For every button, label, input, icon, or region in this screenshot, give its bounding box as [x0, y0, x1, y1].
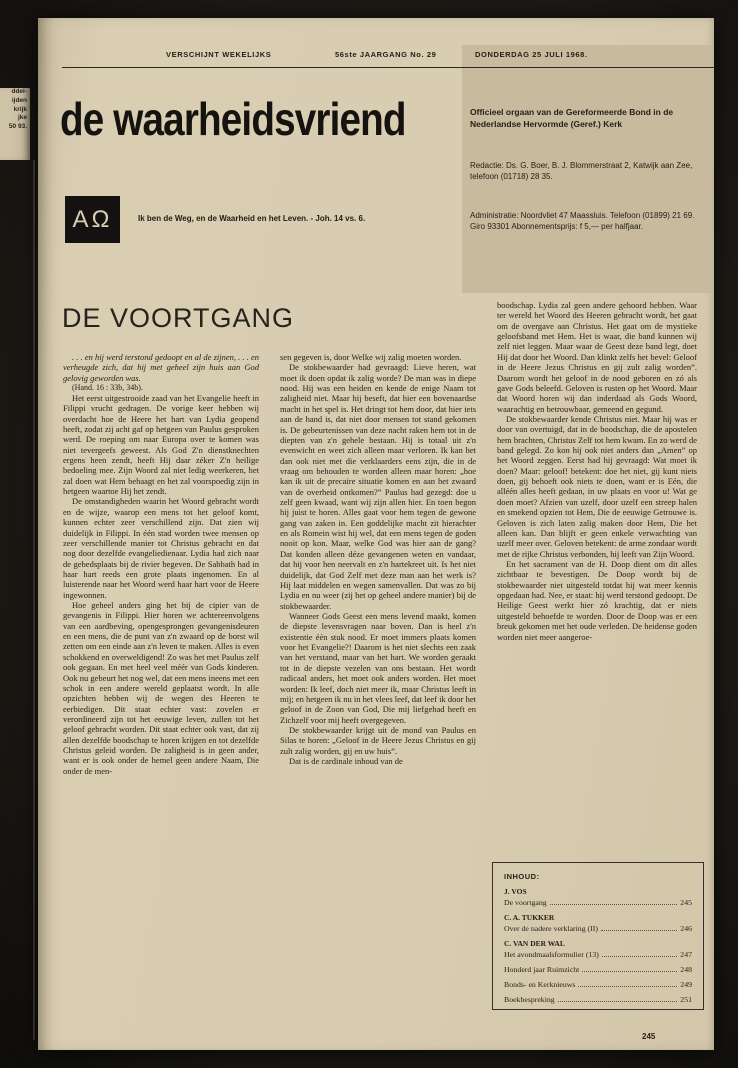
dotted-leader [558, 1001, 678, 1002]
toc-entry-title: Bonds- en Kerknieuws [504, 980, 576, 989]
paragraph: Dat is de cardinale inhoud van de [289, 756, 403, 767]
adjacent-page-sliver [0, 88, 30, 160]
dotted-leader [550, 904, 678, 905]
toc-author: C. A. TUKKER [504, 913, 555, 922]
toc-title: INHOUD: [504, 872, 540, 881]
dotted-leader [601, 930, 677, 931]
toc-author: C. VAN DER WAL [504, 939, 565, 948]
paragraph: 50 93. [8, 123, 27, 131]
paragraph: jke [17, 114, 27, 122]
paragraph: ijden [11, 96, 27, 104]
publication-frequency: VERSCHIJNT WEKELIJKS [166, 50, 272, 59]
official-organ-text: Officieel orgaan van de Gereformeerde Bond in de Nederlandse Hervormde (Geref.) Kerk [470, 107, 674, 130]
dotted-leader [578, 986, 677, 987]
toc-entry [504, 965, 692, 974]
administratie-info: Administratie: Noordvliet 47 Maassluis. Telefoon (01899) 21 69. Giro 93301 Abonnementsprijs: f 5,— per halfjaar. [470, 211, 695, 232]
toc-entry [504, 995, 692, 1004]
article-column-3 [497, 300, 697, 866]
toc-entry-title: Over de nadere verklaring (II) [504, 924, 598, 933]
article-column-2 [280, 352, 476, 1042]
paragraph: Het eerst uitgestrooide zaad van het Evangelie heeft in Filippi vrucht gedragen. De vorige keer hebben wij overdacht hoe de Heere het hart van Lydia geopend heeft, zodat zij acht gaf op hetgeen van Paulus gesproken werd. De roeping om naar Europa over te komen was niet tevergeefs geweest. Als God Z'n dienstknechten ergens heen zendt, heeft Hij daar zéker Z'n heilige bedoeling mee. Zijn Woord zal niet ledig weerkeren, het zal doen wat Hem behaagt en het zal voorspoedig zijn in hetgeen waartoe Hij het zendt. [63, 392, 259, 497]
toc-entry-page: 248 [680, 965, 692, 974]
toc-entry-title: Het avondmaalsformulier (13) [504, 950, 599, 959]
toc-entry-page: 247 [680, 950, 692, 959]
table-of-contents [492, 862, 704, 1010]
toc-entry-page: 245 [680, 898, 692, 907]
article-intro-reference: (Hand. 16 : 33b, 34b). [72, 383, 143, 393]
toc-entry-page: 246 [680, 924, 692, 933]
toc-entry [504, 898, 692, 907]
paragraph: sen gegeven is, door Welke wij zalig moeten worden. [280, 352, 462, 362]
toc-entry [504, 980, 692, 989]
alpha-omega-icon: ΑΩ [72, 205, 113, 233]
newspaper-page [38, 18, 714, 1050]
paragraph: Hoe geheel anders ging het bij de cipier van de gevangenis in Filippi. Hier horen we achtereenvolgens van een aardbeving, opengesprongen gevangenisdeuren en een mens, die de punt van z'n zwaard op de borst wil zetten om een einde aan z'n leven te maken. Alles is even schokkend en overweldigend! Zo was het met Paulus zelf ook gegaan. En met heel veel méér van Gods kinderen. Ook nu gebeurt het nog wel, dat een mens ineens met een schok in een andere wereld geplaatst wordt. In alle opzichten hebben wij de wegen des Heeren te eerbiedigen. Dit staat echter vast: zovelen er verordineerd zijn tot het eeuwige leven, zullen tot het geloof gebracht worden. Dit staat echter ook vast, dat zij allen dezelfde boodschap te horen krijgen en tot dezelfde Christus geleid worden. De zaligheid is in geen ander, want er is ook onder de hemel geen andere Naam, Die onder de men- [63, 600, 259, 776]
paragraph: ddel- [11, 88, 27, 95]
volume-issue: 56ste JAARGANG No. 29 [335, 50, 437, 59]
paragraph: Wanneer Gods Geest een mens levend maakt, komen de diepste levensvragen naar boven. Dan is heel z'n existentie één stuk nood. Er moet immers plaats komen voor het Evangelie?! Daarom is het niet slechts een zaak van het verstand, maar van het hart. We worden geraakt tot in de diepste vezelen van ons bestaan. Het wordt radicaal anders, het moet ook anders worden. Het moet worden: Ik leef, doch niet meer ik, maar Christus leeft in mij; en hetgeen ik nu in het vlees leef, dat leef ik door het geloof in de Zoon van God, Die mij liefgehad heeft en Zichzelf voor mij heeft overgegeven. [280, 610, 476, 725]
article-title: DE VOORTGANG [62, 303, 295, 333]
toc-entry-title: Honderd jaar Ruimzicht [504, 965, 580, 974]
paragraph: De stokbewaarder kende Christus niet. Maar hij was er door van overtuigd, dat in de boodschap, die de apostelen hem brachten, Christus Zelf tot hem kwam. En zo werd de band gelegd. Zo kon hij ook niet anders dan „Amen” op het Woord zeggen. Eerst had hij gevraagd: Wat moet ik doen? Maar: geloof! betekent: doe het niet, gij kunt niets doen, gij behoeft ook niets te doen, want er is Eén, die alléén alles heeft gedaan, in uw plaats en voor u! Wat ge doen moet? Afzien van uzelf, door uzelf een streep halen en smekend opzien tot Hem, Die de eeuwige Getrouwe is. Geloven is zich laten zalig maken door Hem, Die het alleen kan. Dan blijft er geen enkele verwachting van uzelf meer over. Geloven betekent: de arme zondaar wordt met de rijke Christus verbonden, hij leeft van Zijn Woord. [497, 413, 697, 559]
toc-entry-title: De voortgang [504, 898, 547, 907]
paragraph: De omstandigheden waarin het Woord gebracht wordt en de wijze, waarop een mens tot het geloof komt, kunnen echter zeer verschillend zijn. Dat zien wij duidelijk in Filippi. In één stad worden twee mensen op zeer verschillende manier tot Christus gebracht en dat nog door dezelfde evangeliedienaar. Lydia had zich naar de gebedsplaats bij de rivier begeven. De Sabbath had in haar hart reeds een grote plaats ingenomen. En al luisterende naar het Woord werd haar hart voor de Heere ingewonnen. [63, 496, 259, 600]
masthead-title: de waarheidsvriend [60, 93, 406, 145]
scripture-tagline: Ik ben de Weg, en de Waarheid en het Leven. - Joh. 14 vs. 6. [138, 214, 366, 223]
page-number: 245 [642, 1032, 656, 1041]
article-intro-quote: . . . en hij werd terstond gedoopt en al de zijnen, . . . en verheugde zich, dat hij met geheel zijn huis aan God gelovig geworden was. [63, 352, 259, 383]
page-edge-highlight [33, 160, 35, 1040]
toc-entry-page: 251 [680, 995, 692, 1004]
toc-entry-title: Boekbespreking [504, 995, 555, 1004]
paragraph: En het sacrament van de H. Doop dient om dit alles zichtbaar te bevestigen. De Doop wordt bij de stokbewaarder niet uitgesteld totdat hij wat meer kennis opgedaan had. Nee, er staat: hij werd terstond gedoopt. De Heilige Geest werkt hier zó krachtig, dat er niets uitgesteld behoefde te worden. Door de Doop was er een breuk gekomen met het oude verleden. De heidense goden worden niet meer aangeroe- [497, 558, 697, 642]
paragraph: boodschap. Lydia zal geen andere gehoord hebben. Waar ter wereld het Woord des Heeren gebracht wordt, het gaat om de overgave aan Christus. Het gaat om de mystieke geloofsband met Hem. Het is waar, die band kunnen wij zelf niet leggen. Maar waar de Geest deze band legt, doet Hij dat door het Woord. Dan klinkt zelfs het bevel: Geloof in de Heere Jezus Christus en gij zult zalig worden”. Daarom wordt het geloof in de nood geboren en zó als gave Gods beleefd. Geloven is rusten op het Woord. Maar dat Woord horen wij dan inderdaad als Gods Woord, waarachtig en betrouwbaar, gemeend en gegund. [497, 300, 697, 414]
redactie-info: Redactie: Ds. G. Boer, B. J. Blommerstraat 2, Katwijk aan Zee, telefoon (01718) 28 35. [470, 161, 693, 182]
paragraph: krijk [13, 105, 27, 113]
issue-date: DONDERDAG 25 JULI 1968. [475, 50, 588, 59]
toc-entry [504, 924, 692, 933]
article-column-1 [63, 352, 259, 1042]
toc-author: J. VOS [504, 887, 527, 896]
dotted-leader [602, 956, 677, 957]
paragraph: De stokbewaarder krijgt uit de mond van Paulus en Silas te horen: „Geloof in de Heere Jezus Christus en gij zult zalig worden, gij en uw huis”. [280, 724, 476, 756]
alpha-omega-logo [65, 196, 120, 243]
dotted-leader [582, 971, 677, 972]
toc-entry [504, 950, 692, 959]
header-rule [62, 67, 714, 68]
toc-entry-page: 249 [680, 980, 692, 989]
paragraph: De stokbewaarder had gevraagd: Lieve heren, wat moet ik doen opdat ik zalig worde? De man was in diepe nood. Hij was een heiden en kende de enige Naam tot zaligheid niet. Maar hij beseft, dat hier een bovenaardse macht in het spel is. Het dringt tot hem door, dat hier iets aan de hand is, dat niet door mensen tot stand gekomen is. De gebeurtenissen van deze nacht raken hem tot in de diepten van z'n gehele bestaan. Hij is totaal uit z'n evenwicht en weet zich alleen maar verloren. Ik kan het dan ook niet met die verklaarders eens zijn, die in de vraag om behouden te worden alleen maar horen: „hoe kan ik uit de precaire situatie komen en aan het zwaard van de overheid ontkomen?” Paulus had gezegd: doe u zelf geen kwaad, want wij zijn allen hier. En toen begon hij juist te horen. Alles gaat voor hem tegen de gewone gang van zaken in. Een goddelijke macht zit hierachter en als Romein wist hij wel, dat een mens tegen de goden nooit op kon. Maar, welke God was hier aan de gang? Dat konden alleen déze gevangenen weten en vandaar, dat hij voor hen neervalt en z'n hartekreet uit. Is het niet duidelijk, dat God Zelf met deze man aan het werk is? Hij laat middelen en wegen samenvallen. Dat was zo bij Lydia en nu weer (zij het op geheel andere manier) bij de stokbewaarder. [280, 362, 476, 611]
